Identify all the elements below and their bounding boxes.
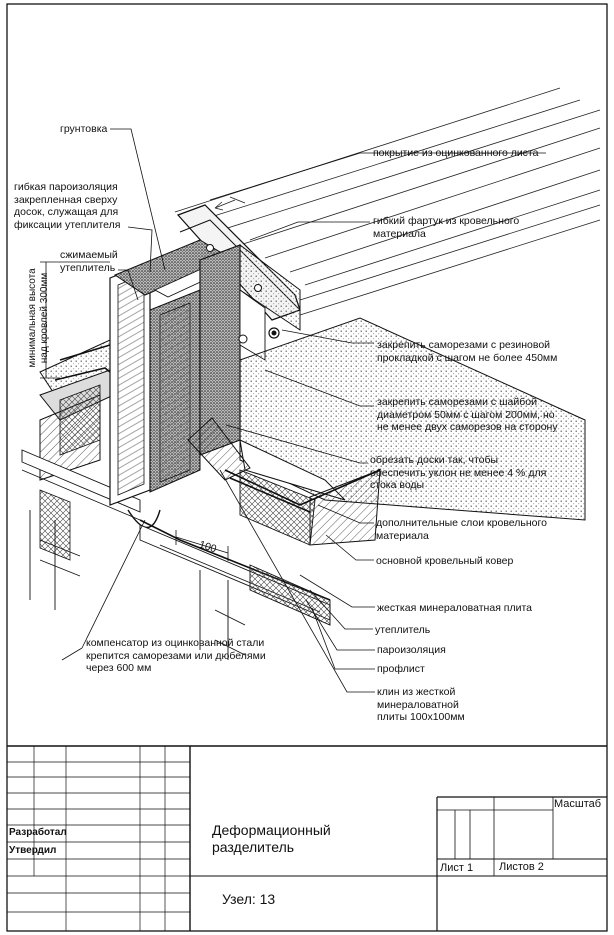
label-min-height: минимальная высота над кровлей 300мм — [27, 268, 50, 368]
compensator — [128, 510, 160, 528]
node-number: Узел: 13 — [222, 891, 276, 907]
label-screws-washer: закрепить саморезами с шайбой диаметром 50мм с шагом 200мм, но не менее двух саморезов на сторону — [377, 396, 558, 433]
sheet-number: Лист 1 — [440, 862, 474, 874]
label-vapor-flex: гибкая пароизоляция закрепленная сверху досок, служащая для фиксации утеплителя — [14, 181, 121, 231]
scale-label: Масштаб — [554, 798, 602, 810]
sheets-total: Листов 2 — [499, 861, 544, 873]
slope-arrow-icon — [215, 200, 235, 210]
label-primer: грунтовка — [60, 123, 108, 135]
label-cut-boards: обрезать доски так, чтобы обеспечить уклон не менее 4 % для стока воды — [370, 454, 547, 491]
developed-label: Разработал — [9, 827, 67, 838]
label-wedge: клин из жесткой минераловатной плиты 100х100мм — [377, 686, 465, 723]
label-compressible: сжимаемый утеплитель — [60, 249, 118, 274]
drawing-title: Деформационный разделитель — [212, 822, 331, 855]
label-screws-rubber: закрепить саморезами с резиновой прокладкой с шагом не более 450мм — [377, 339, 558, 364]
approved-label: Утвердил — [9, 845, 57, 856]
label-galv-cover: покрытие из оцинкованного листа — [373, 147, 539, 159]
label-profiled-sheet: профлист — [377, 663, 425, 675]
dimension-100-label: 100 — [197, 538, 218, 556]
label-rigid-wool: жесткая минераловатная плита — [377, 602, 533, 614]
label-main-carpet: основной кровельный ковер — [376, 555, 514, 567]
label-extra-layers: дополнительные слои кровельного материала — [376, 517, 547, 542]
label-insulation: утеплитель — [375, 624, 431, 636]
label-flex-apron: гибкий фартук из кровельного материала — [373, 215, 520, 240]
label-vapor-barrier: пароизоляция — [377, 644, 446, 656]
label-compensator: компенсатор из оцинкованной стали крепится саморезами или дюбелями через 600 мм — [86, 637, 266, 674]
